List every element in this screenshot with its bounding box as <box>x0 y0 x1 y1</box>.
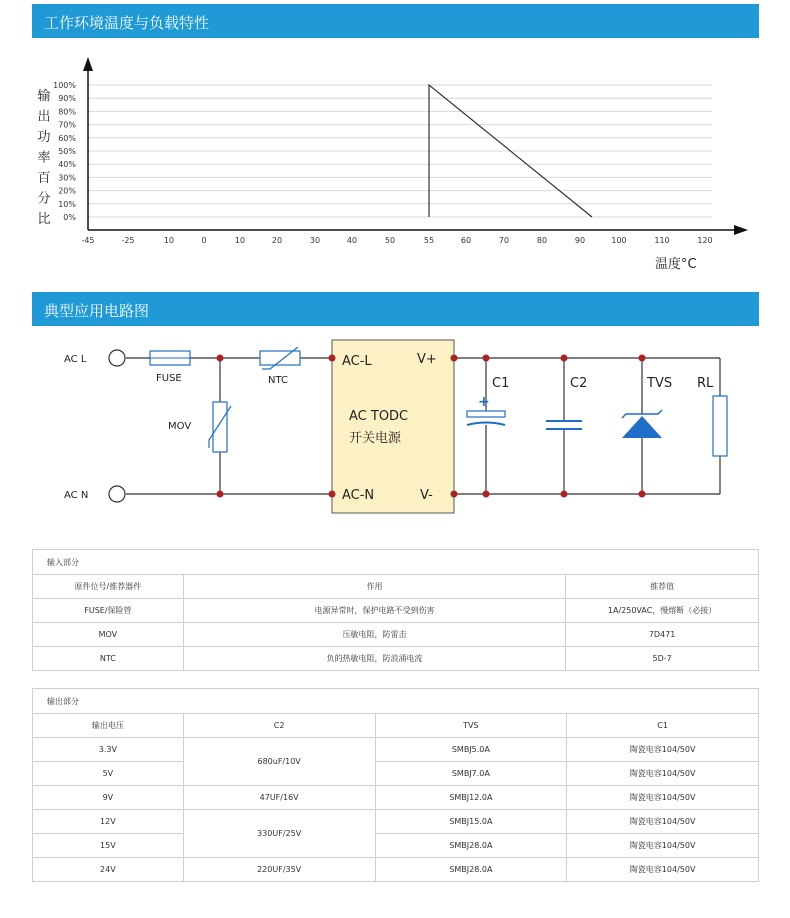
table-cell: SMBJ7.0A <box>375 762 567 786</box>
x-tick-label: 90 <box>574 236 586 245</box>
table-cell: 陶瓷电容104/50V <box>567 738 759 762</box>
section-banner-temperature <box>32 4 759 38</box>
table-cell: 9V <box>33 786 184 810</box>
y-axis-label-char: 输 <box>37 89 51 104</box>
module-vplus-label: V+ <box>417 352 437 367</box>
x-tick-label: -25 <box>121 236 135 245</box>
y-axis-label-char: 功 <box>37 130 51 145</box>
ac-l-terminal-icon <box>109 350 125 366</box>
output-table <box>32 688 759 882</box>
table-cell: 24V <box>33 858 184 882</box>
table-cell: 330UF/25V <box>183 810 375 858</box>
x-tick-label: 100 <box>611 236 627 245</box>
table-row <box>33 623 759 647</box>
table-row <box>33 810 759 834</box>
table-cell: 陶瓷电容104/50V <box>567 858 759 882</box>
c1-label: C1 <box>492 376 510 391</box>
table-cell: 压敏电阻，防雷击 <box>183 623 565 647</box>
ac-l-label: AC L <box>64 354 87 365</box>
table-cell: SMBJ28.0A <box>375 834 567 858</box>
y-axis-label-char: 分 <box>37 191 51 207</box>
tvs-label: TVS <box>647 376 673 391</box>
ac-n-label: AC N <box>64 490 89 501</box>
table-cell: 1A/250VAC，慢熔断（必接） <box>566 599 759 623</box>
module-vminus-label: V- <box>420 488 433 503</box>
y-tick-labels <box>53 81 76 222</box>
c1-plate-top <box>467 411 505 417</box>
table-row <box>33 738 759 762</box>
y-axis-label-char: 率 <box>37 150 51 166</box>
y-tick-label: 30% <box>58 173 76 183</box>
table-cell: 7D471 <box>566 623 759 647</box>
module-title: AC TODC <box>349 409 409 424</box>
table-cell: 3.3V <box>33 738 184 762</box>
table-cell: 负的热敏电阻，防浪涌电流 <box>183 647 565 671</box>
y-tick-label: 90% <box>58 94 76 104</box>
input-table <box>32 549 759 671</box>
table-header: 原件位号/推荐器件 <box>33 575 184 599</box>
y-tick-label: 100% <box>53 81 76 90</box>
table-row <box>33 647 759 671</box>
y-tick-label: 60% <box>58 133 76 143</box>
x-tick-labels <box>81 236 712 245</box>
y-tick-label: 0% <box>63 213 76 222</box>
module-acl-label: AC-L <box>342 354 372 369</box>
table-header: C1 <box>567 714 759 738</box>
table-cell: 陶瓷电容104/50V <box>567 834 759 858</box>
table-header: TVS <box>375 714 567 738</box>
table-section-title: 输入部分 <box>33 550 759 575</box>
c1-plate-bottom <box>467 423 505 426</box>
x-tick-label: 60 <box>460 236 472 245</box>
table-cell: FUSE/保险管 <box>33 599 184 623</box>
mov-label: MOV <box>168 421 192 432</box>
y-tick-label: 70% <box>58 120 76 130</box>
y-tick-label: 10% <box>58 199 76 209</box>
table-cell: 15V <box>33 834 184 858</box>
fuse-label: FUSE <box>156 373 182 384</box>
y-tick-label: 50% <box>58 147 76 156</box>
x-tick-label: 120 <box>697 236 713 245</box>
table-cell: SMBJ5.0A <box>375 738 567 762</box>
x-tick-label: 30 <box>309 236 321 245</box>
table-cell: 电源异常时，保护电路不受到伤害 <box>183 599 565 623</box>
x-tick-label: 70 <box>498 236 510 245</box>
table-cell: 陶瓷电容104/50V <box>567 762 759 786</box>
chart-grid <box>88 85 712 217</box>
ntc-label: NTC <box>268 375 288 386</box>
table-row <box>33 762 759 786</box>
x-tick-label: 55 <box>423 236 435 245</box>
table-cell: 220UF/35V <box>183 858 375 882</box>
x-tick-label: 40 <box>346 236 358 245</box>
table-row <box>33 858 759 882</box>
table-header: 作用 <box>183 575 565 599</box>
derating-chart <box>0 40 790 320</box>
rl-label: RL <box>697 376 714 391</box>
table-cell: 12V <box>33 810 184 834</box>
load-resistor-icon <box>713 396 727 456</box>
x-tick-label: 10 <box>234 236 246 245</box>
y-axis-label <box>37 88 50 227</box>
table-cell: SMBJ28.0A <box>375 858 567 882</box>
module-subtitle: 开关电源 <box>349 431 402 446</box>
y-axis-arrow-icon <box>83 57 93 71</box>
table-cell: 680uF/10V <box>183 738 375 786</box>
x-tick-label: 80 <box>536 236 548 245</box>
table-header: 推荐值 <box>566 575 759 599</box>
c2-label: C2 <box>570 376 588 391</box>
table-row <box>33 599 759 623</box>
table-cell: SMBJ12.0A <box>375 786 567 810</box>
module-acn-label: AC-N <box>342 488 375 503</box>
mov-icon <box>213 402 227 452</box>
chart-axes <box>83 57 748 235</box>
y-tick-label: 80% <box>58 107 76 117</box>
x-tick-label: 50 <box>384 236 396 245</box>
y-axis-label-char: 比 <box>37 212 51 227</box>
table-row <box>33 786 759 810</box>
table-cell: 陶瓷电容104/50V <box>567 786 759 810</box>
x-tick-label: 10 <box>163 236 175 245</box>
ac-n-terminal-icon <box>109 486 125 502</box>
y-axis-label-char: 出 <box>37 109 51 125</box>
section-title: 工作环境温度与负载特性 <box>44 14 210 32</box>
y-tick-label: 20% <box>58 186 76 196</box>
table-header: C2 <box>183 714 375 738</box>
x-tick-label: 0 <box>201 236 207 245</box>
table-cell: 5V <box>33 762 184 786</box>
table-cell: MOV <box>33 623 184 647</box>
section-banner-circuit <box>32 292 759 326</box>
circuit-diagram <box>0 330 790 530</box>
x-tick-label: -45 <box>81 236 95 245</box>
table-cell: 47UF/16V <box>183 786 375 810</box>
tvs-diode-icon <box>622 416 662 438</box>
c1-polarity-icon: + <box>478 394 490 410</box>
x-tick-label: 110 <box>654 236 670 245</box>
table-section-title: 输出部分 <box>33 689 759 714</box>
table-cell: 陶瓷电容104/50V <box>567 810 759 834</box>
table-row <box>33 834 759 858</box>
table-cell: SMBJ15.0A <box>375 810 567 834</box>
x-axis-label: 温度°C <box>655 257 697 272</box>
table-cell: NTC <box>33 647 184 671</box>
y-tick-label: 40% <box>58 160 76 170</box>
ntc-icon <box>260 351 300 365</box>
x-axis-arrow-icon <box>734 225 748 235</box>
y-axis-label-char: 百 <box>37 171 51 186</box>
section-title: 典型应用电路图 <box>44 302 150 320</box>
table-header: 输出电压 <box>33 714 184 738</box>
x-tick-label: 20 <box>271 236 283 245</box>
table-cell: 5D-7 <box>566 647 759 671</box>
